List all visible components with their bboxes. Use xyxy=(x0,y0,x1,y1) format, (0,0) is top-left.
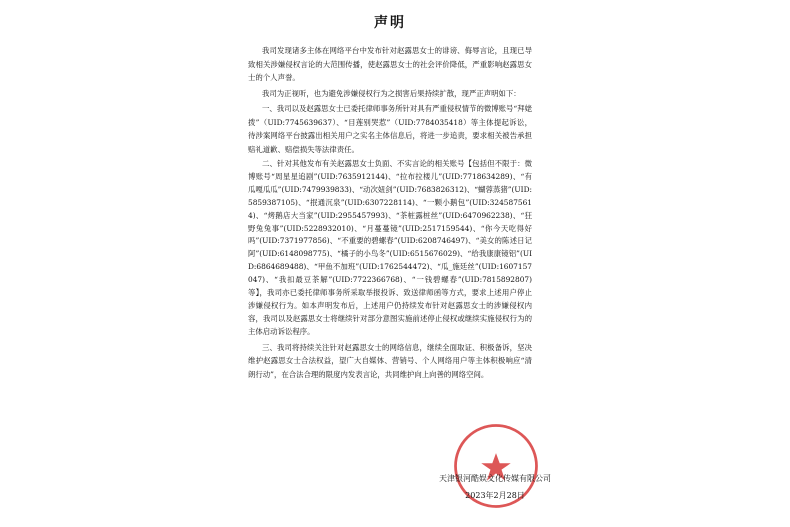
company-name: 天津银河酷娱文化传媒有限公司 xyxy=(439,474,551,483)
page-title: 声明 xyxy=(374,15,406,31)
paragraph-point-one: 一、我司以及赵露思女士已委托律师事务所针对具有严重侵权情节的微博账号“拜姥拨”（UID:7745639637）、“目莲别哭惹”（UID:7784035418）等主体提起诉讼，待涉案网络平台披露出相关用户之实名主体信息后，将进一步追责，要求相关被告承担赔礼道歉、赔偿损失等法律责任。 xyxy=(248,104,532,154)
paragraph-point-three: 三、我司将持续关注针对赵露思女士的网络信息，继续全面取证、积极备诉，坚决维护赵露思女士合法权益，望广大自媒体、营销号、个人网络用户等主体积极响应“清朗行动”，在合法合理的限度内发表言论，共同维护向上向善的网络空间。 xyxy=(248,342,532,379)
paragraph-intro: 我司发现诸多主体在网络平台中发布针对赵露思女士的诽谤、侮辱言论，且现已导致相关涉嫌侵权言论的大范围传播，使赵露思女士的社会评价降低，严重影响赵露思女士的个人声誉。 xyxy=(248,46,532,82)
paragraph-declaration: 我司为正视听，也为避免涉嫌侵权行为之损害后果持续扩散，现严正声明如下： xyxy=(262,88,521,98)
signature-block xyxy=(420,470,570,504)
statement-date: 2023年2月28日 xyxy=(465,491,525,500)
paragraph-point-two: 二、针对其他发布有关赵露思女士负面、不实言论的相关账号【包括但不限于：微博账号“周星星追剧”(UID:7635912144)、“拉布拉楼儿”(UID:7718634289)、“有瓜嘎瓜瓜”(UID:7479939833)、“动次妞剑”(UID:7683826312)、“蝴蓉蒸猪”(UID:5859387105)、“抿通沉泉”(UID:6307228114)、“一颗小鹅包”(UID:3245875614)、“烤鹅店大当家”(UID:2955457993)、“茶桩露桩丝”(UID:6470962238)、“狂野兔兔事”(UID:5228932010)、“月蔓蔓镜”(UID:2517159544)、“你今天吃得好吗”(UID:7371977856)、“不重要的碧螺春”(UID:6208746497)、“美女的陈述日记阿”(UID:6148098775)、“橘子的小鸟冬”(UID:6515676029)、“给我康康镜铝”(UID:6864689488)、“甲鱼不加班”(UID:1762544472)、“瓜_施廷丝”(UID:1607157047)、“我扣最豆茶解”(UID:7722366768)、“一钱碧螺春”(UID:7815892807)等】，我司亦已委托律师事务所采取举报投诉、致送律师函等方式，要求上述用户停止涉嫌侵权行为。如本声明发布后，上述用户仍持续发布针对赵露思女士的涉嫌侵权内容，我司以及赵露思女士将继续针对部分意图实施前述停止侵权或继续实施侵权行为的主体启动诉讼程序。 xyxy=(248,159,532,336)
